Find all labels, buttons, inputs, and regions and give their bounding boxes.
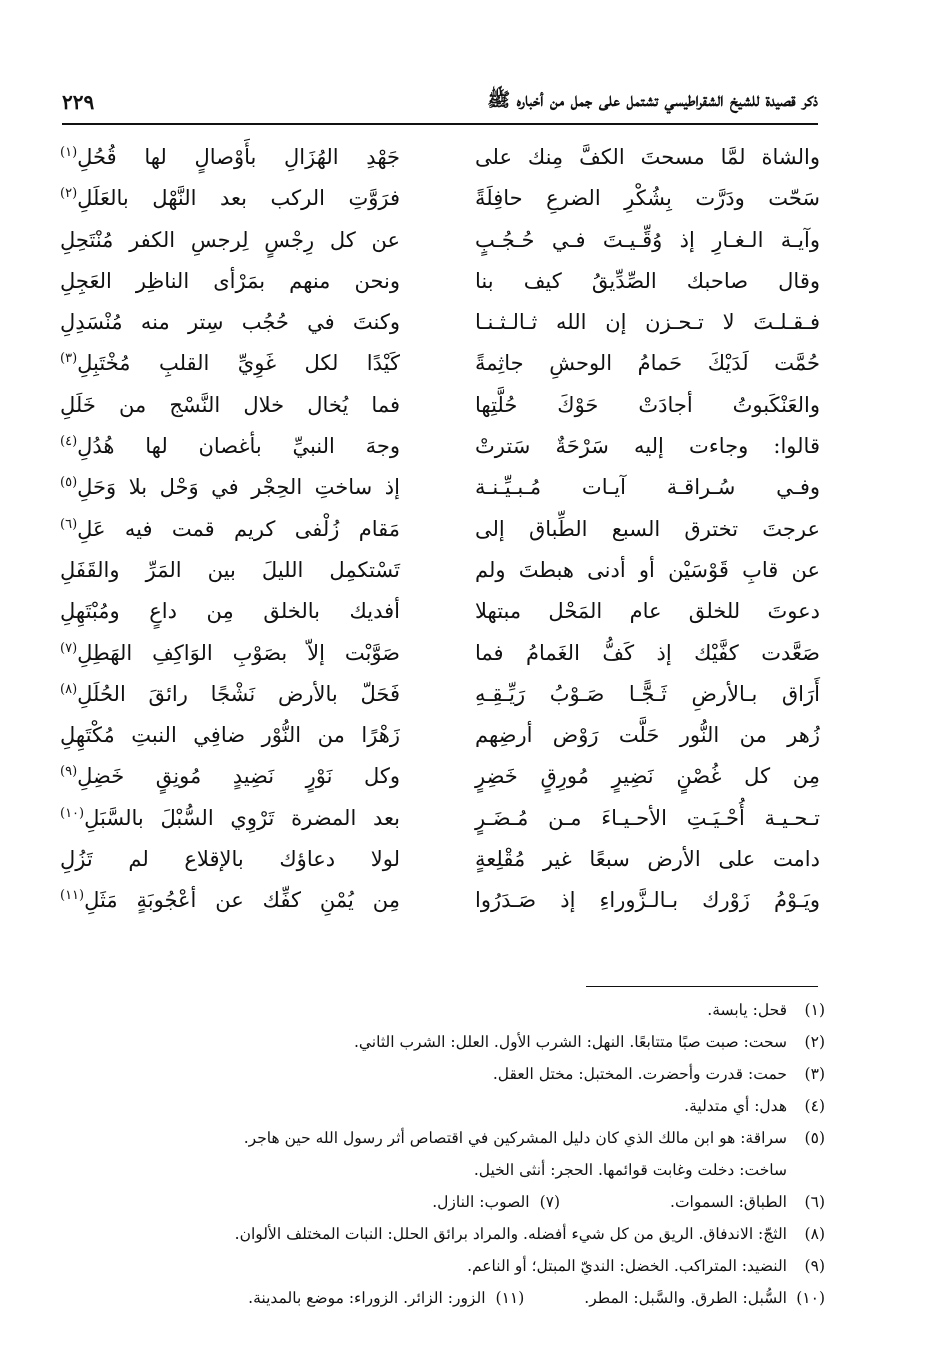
- verse-hemistich-left: [60, 880, 400, 921]
- footnote-text: حمت: قدرت وأحضرت. المختبل: مختل العقل.: [492, 1065, 787, 1083]
- verse-hemistich-left: [60, 798, 400, 839]
- footnote-text: سحت: صبت صبًا متتابعًا. النهل: الشرب الأول. العلل: الشرب الثاني.: [353, 1033, 787, 1051]
- footnote-text: سراقة: هو ابن مالك الذي كان دليل المشركين في اقتصاص أثر رسول الله حين هاجر.: [243, 1129, 787, 1147]
- footnote-number: (٢): [804, 1033, 825, 1051]
- footnote-text: الصوب: النازل.: [432, 1193, 530, 1211]
- verse-text: لولا دعاؤك بالإقلاع لم تَزُلِ: [60, 847, 400, 872]
- footnote-marker: (١١): [60, 888, 85, 904]
- verse-text: زَهْرًا من النُّوْر ضافِي النبتِ مُكْتَهِلِ: [60, 723, 400, 748]
- footnote-marker: (٥): [60, 475, 78, 491]
- verse-hemistich-right: صَعَّدت كفَّيْك إذ كَفُّ الغَمامُ فما: [475, 640, 820, 665]
- verse-hemistich-left: [60, 550, 400, 591]
- page-number: ٢٢٩: [62, 90, 95, 114]
- footnote-marker: (٢): [60, 186, 78, 202]
- verse-text: وكل نَوْرٍ نَضِيدٍ مُونِقٍ خَضِلِ: [77, 764, 400, 789]
- running-title: ذكر قصيدة للشيخ الشقراطيسي تشتمل على جمل من أخباره ﷺ: [487, 89, 818, 111]
- verse-hemistich-right: زُهر من النُّور حَلَّت رَوْض أرضِهم: [475, 723, 820, 748]
- verse-hemistich-left: [60, 137, 400, 178]
- footnote-marker: (٧): [60, 640, 78, 656]
- footnote-line: [80, 1090, 825, 1122]
- footnote-text: الثجّ: الاندفاق. الريق من كل شيء أفضله. والمراد برائق الحلل: النبات المختلف الألوان.: [234, 1225, 787, 1243]
- verse-hemistich-left: [60, 591, 400, 632]
- verse-hemistich-left: [60, 302, 400, 343]
- verse-text: ونحن منهم بمَرْأى الناظِر العَجِلِ: [60, 268, 400, 293]
- verse-hemistich-right: دعوتَ للخلق عام المَحْل مبتهلا: [475, 599, 820, 624]
- verse-text: مَقام زُلْفى كريم قمت فيه عَلِ: [77, 516, 400, 541]
- footnote-line: [80, 1186, 825, 1218]
- footnote-text: السُّبل: الطرق. والسَّبل: المطر.: [584, 1289, 787, 1307]
- footnote-marker: (٦): [60, 516, 78, 532]
- verse-hemistich-left: [60, 178, 400, 219]
- verse-hemistich-left: [60, 756, 400, 797]
- footnotes: [80, 994, 825, 1314]
- verse-hemistich-right: وآيـة الـغـارِ إذ وُقِّـيـتَ فـي حُـجُـبٍ: [475, 227, 820, 252]
- verse-hemistich-right: عرجتَ تخترق السبع الطِّباق إلى: [475, 516, 820, 541]
- footnote-line: [80, 1122, 825, 1154]
- verse-text: وجهَ النبيِّ بأغصان لها هُدُلِ: [77, 434, 400, 459]
- poem-right-column: [475, 137, 820, 937]
- verse-hemistich-left: [60, 343, 400, 384]
- verse-hemistich-right: دامت على الأرض سبعًا غير مُقْلِعةٍ: [475, 847, 820, 872]
- footnote-text: قحل: يابسة.: [707, 1001, 787, 1019]
- footnote-marker: (٣): [60, 351, 78, 367]
- verse-hemistich-right: والشاة لمَّا مسحتَ الكفَّ مِنك على: [475, 145, 820, 169]
- verse-hemistich-left: [60, 385, 400, 426]
- verse-text: إذ ساختِ الحِجْر في وَحْل بلا وَحَلِ: [77, 475, 400, 500]
- footnote-number: (١٠): [796, 1289, 825, 1307]
- footnote-text: الطباق: السموات.: [670, 1193, 787, 1211]
- verse-text: عن كل رِجْسٍ لِرجسِ الكفر مُنْتَحِلِ: [60, 227, 400, 252]
- verse-hemistich-right: حُمَّت لَدَيْكَ حَمامُ الوحشِ جاثِمةً: [475, 351, 820, 376]
- footnote-line: [80, 1218, 825, 1250]
- verse-hemistich-left: [60, 674, 400, 715]
- footnote-line: [80, 1154, 825, 1186]
- verse-hemistich-left: [60, 426, 400, 467]
- verse-hemistich-right: أَرَاق بـالأرضِ ثَـجًّـا صَـوْبُ رَيِّـقِـهِ: [475, 681, 820, 706]
- footnote-number: (٦): [804, 1193, 825, 1211]
- verse-hemistich-left: [60, 261, 400, 302]
- poem-left-column: [60, 137, 400, 937]
- footnote-number: (٩): [804, 1257, 825, 1275]
- footnote-text: الزور: الزائر. الزوراء: موضع بالمدينة.: [248, 1289, 486, 1307]
- verse-text: فَحَلّ بالأرض نَشْجًا رائقَ الحُلَلِ: [77, 681, 400, 706]
- verse-text: صَوَّبْت إلاّ بصَوْبِ الوَاكِفِ الهَطِلِ: [77, 640, 400, 665]
- footnote-line: [80, 1282, 825, 1314]
- footnote-line: [80, 1058, 825, 1090]
- verse-hemistich-right: والعَنْكَبوتُ أجادَتْ حَوْكَ حُلَّتِها: [475, 392, 820, 417]
- verse-hemistich-left: [60, 220, 400, 261]
- footnote-line: [80, 1026, 825, 1058]
- verse-hemistich-left: [60, 839, 400, 880]
- footnote-number: (٤): [804, 1097, 825, 1115]
- header-rule: [62, 123, 818, 125]
- verse-hemistich-right: مِن كل غُصْنٍ نَضِيرٍ مُورِقٍ خَضِرٍ: [475, 764, 820, 789]
- footnote-marker: (٤): [60, 434, 78, 450]
- verse-hemistich-right: وفـي سُـراقـة آيـات مُـبـيِّـنـة: [475, 475, 820, 500]
- footnote-rule: [586, 986, 818, 987]
- footnote-text: النضيد: المتراكب. الخضل: النديّ المبتل؛ أو الناعم.: [467, 1257, 787, 1275]
- footnote-marker: (١): [60, 145, 78, 160]
- footnote-number: (٥): [804, 1129, 825, 1147]
- verse-hemistich-right: عن قابِ قَوْسَيْن أو أدنى هبطتَ ولم: [475, 557, 820, 582]
- verse-hemistich-right: تـحـيـة أُحْـيَـتِ الأحـيـاءَ مـن مُـضَـرٍ: [475, 805, 820, 830]
- footnote-marker: (٩): [60, 764, 78, 780]
- verse-text: جَهْدِ الهُزَالِ بأَوْصالٍ لها قُحُلِ: [77, 145, 400, 169]
- verse-text: كَيْدًا لكل غَوِيِّ القلبِ مُخْتَبِلِ: [77, 351, 400, 376]
- verse-hemistich-right: ويَـوْمُ زَوْرك بـالـزَّوراءِ إذ صَـدَرُوا: [475, 888, 820, 913]
- footnote-line: [80, 994, 825, 1026]
- verse-hemistich-left: [60, 467, 400, 508]
- verse-hemistich-left: [60, 715, 400, 756]
- verse-hemistich-right: وقال صاحبك الصِّدِّيقُ كيف بنا: [475, 268, 820, 293]
- footnote-number: (٣): [804, 1065, 825, 1083]
- footnote-number: (١١): [495, 1289, 525, 1307]
- verse-hemistich-left: [60, 633, 400, 674]
- footnote-text: هدل: أي متدلية.: [684, 1097, 787, 1115]
- verse-hemistich-left: [60, 509, 400, 550]
- page-header: [62, 84, 818, 120]
- footnote-number: (١): [804, 1001, 825, 1019]
- verse-text: أفديك بالخلق مِن داعٍ ومُبْتَهِلِ: [60, 599, 400, 624]
- verse-text: مِن يُمْنِ كفِّك عن أعْجُوبَةٍ مَثَلِ: [84, 888, 400, 913]
- footnote-marker: (٨): [60, 681, 78, 697]
- verse-text: فما يُخال خلال النَّسْج من خَلَلِ: [60, 392, 400, 417]
- footnote-line: [80, 1250, 825, 1282]
- verse-hemistich-right: سَحّت ودَرَّت بِشُكْرِ الضرعِ حافِلَةً: [475, 186, 820, 211]
- verse-hemistich-right: قالوا: وجاءت إليه سَرْحَةٌ سَترتْ: [475, 434, 820, 459]
- verse-text: فرَوَّتِ الركب بعد النَّهْل بالعَلَلِ: [77, 186, 400, 211]
- poem: [60, 137, 820, 937]
- verse-text: بعد المضرة تَرْوِي السُّبْلَ بالسَّبَلِ: [84, 805, 400, 830]
- verse-text: وكنتَ في حُجُب سِتر منه مُنْسَدِلِ: [60, 310, 400, 335]
- footnote-text: ساخت: دخلت وغابت قوائمها. الحجر: أنثى الخيل.: [473, 1161, 787, 1179]
- footnote-number: (٨): [804, 1225, 825, 1243]
- verse-text: تَسْتكمِل الليلَ بين المَرِّ والقَفَلِ: [60, 557, 400, 582]
- footnote-number: (٧): [539, 1193, 561, 1211]
- footnote-marker: (١٠): [60, 805, 85, 821]
- verse-hemistich-right: فـقـلـتَ لا تـحـزن إن الله ثـالـثـنـا: [475, 310, 820, 335]
